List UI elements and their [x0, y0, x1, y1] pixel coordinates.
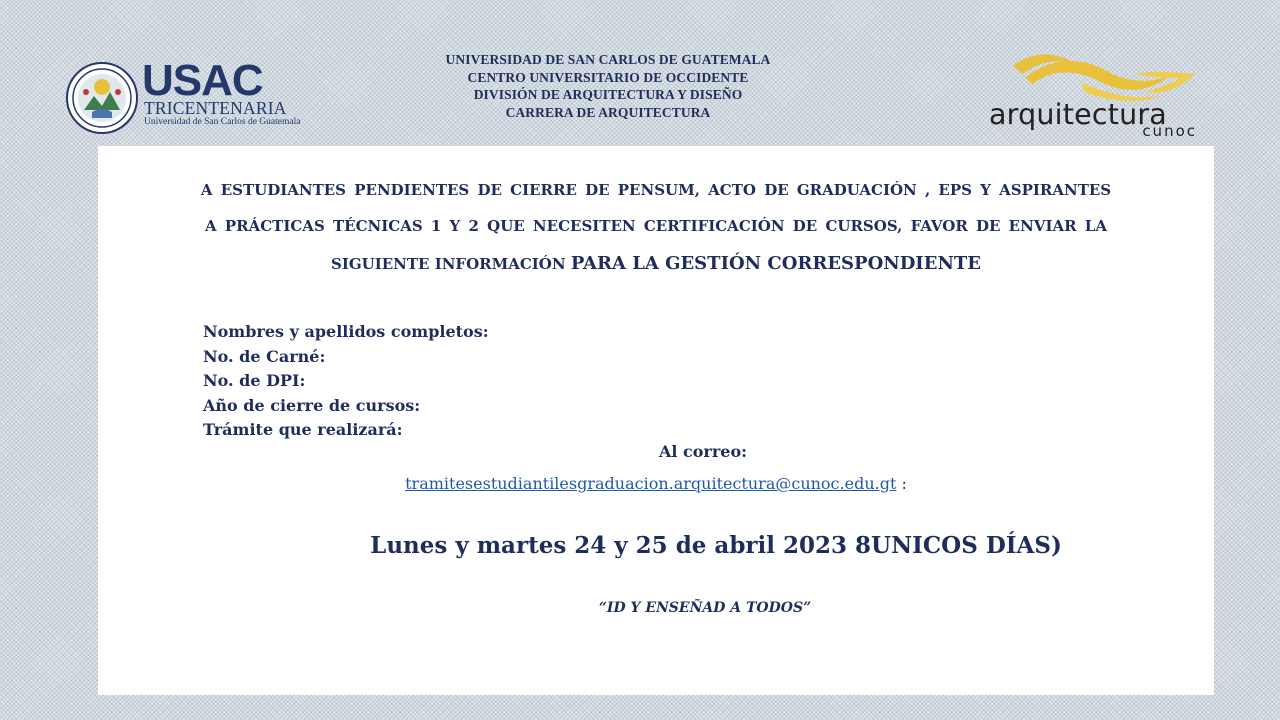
header-line-division: DIVISIÓN DE ARQUITECTURA Y DISEÑO [473, 87, 743, 102]
email-link[interactable]: tramitesestudiantilesgraduacion.arquitectura@cunoc.edu.gt [405, 474, 897, 493]
submission-dates: Lunes y martes 24 y 25 de abril 2023 8UNICOS DÍAS) [370, 532, 1062, 559]
notice-heading [108, 172, 1204, 284]
field-full-name: Nombres y apellidos completos: [203, 322, 489, 341]
university-seal-icon [66, 62, 138, 134]
notice-line-1: A ESTUDIANTES PENDIENTES DE CIERRE DE PENSUM, ACTO DE GRADUACIÓN , EPS Y ASPIRANTES [200, 181, 1112, 199]
notice-panel [98, 146, 1214, 695]
notice-line-3 [108, 244, 1204, 284]
usac-tagline: TRICENTENARIA [144, 98, 287, 118]
email-label: Al correo: [658, 442, 748, 461]
email-line [98, 474, 1214, 493]
arquitectura-cunoc-logo [985, 48, 1205, 144]
header-line-center: CENTRO UNIVERSITARIO DE OCCIDENTE [467, 69, 749, 85]
usac-subtitle: Universidad de San Carlos de Guatemala [144, 117, 301, 127]
field-procedure: Trámite que realizará: [203, 420, 403, 439]
field-dpi: No. de DPI: [203, 371, 306, 390]
notice-line-2: A PRÁCTICAS TÉCNICAS 1 Y 2 QUE NECESITEN CERTIFICACIÓN DE CURSOS, FAVOR DE ENVIAR LA [205, 217, 1107, 235]
cunoc-wordmark: cunoc [1142, 122, 1197, 140]
field-closing-year: Año de cierre de cursos: [203, 395, 421, 415]
email-suffix: : [896, 474, 907, 493]
header-line-career: CARRERA DE ARQUITECTURA [505, 104, 711, 120]
notice-line-3-emphasis: PARA LA GESTIÓN CORRESPONDIENTE [570, 253, 982, 274]
institution-header [360, 51, 856, 121]
header-line-university: UNIVERSIDAD DE SAN CARLOS DE GUATEMALA [445, 52, 771, 67]
yellow-waves-icon [985, 48, 1205, 104]
arquitectura-wordmark: arquitectura [989, 98, 1167, 131]
notice-line-3-start: SIGUIENTE INFORMACIÓN [330, 255, 571, 273]
field-carne: No. de Carné: [203, 346, 326, 366]
university-motto: “ID Y ENSEÑAD A TODOS” [598, 600, 812, 616]
usac-wordmark: USAC [142, 56, 263, 105]
required-info-list [203, 320, 489, 443]
usac-logo [66, 56, 301, 134]
